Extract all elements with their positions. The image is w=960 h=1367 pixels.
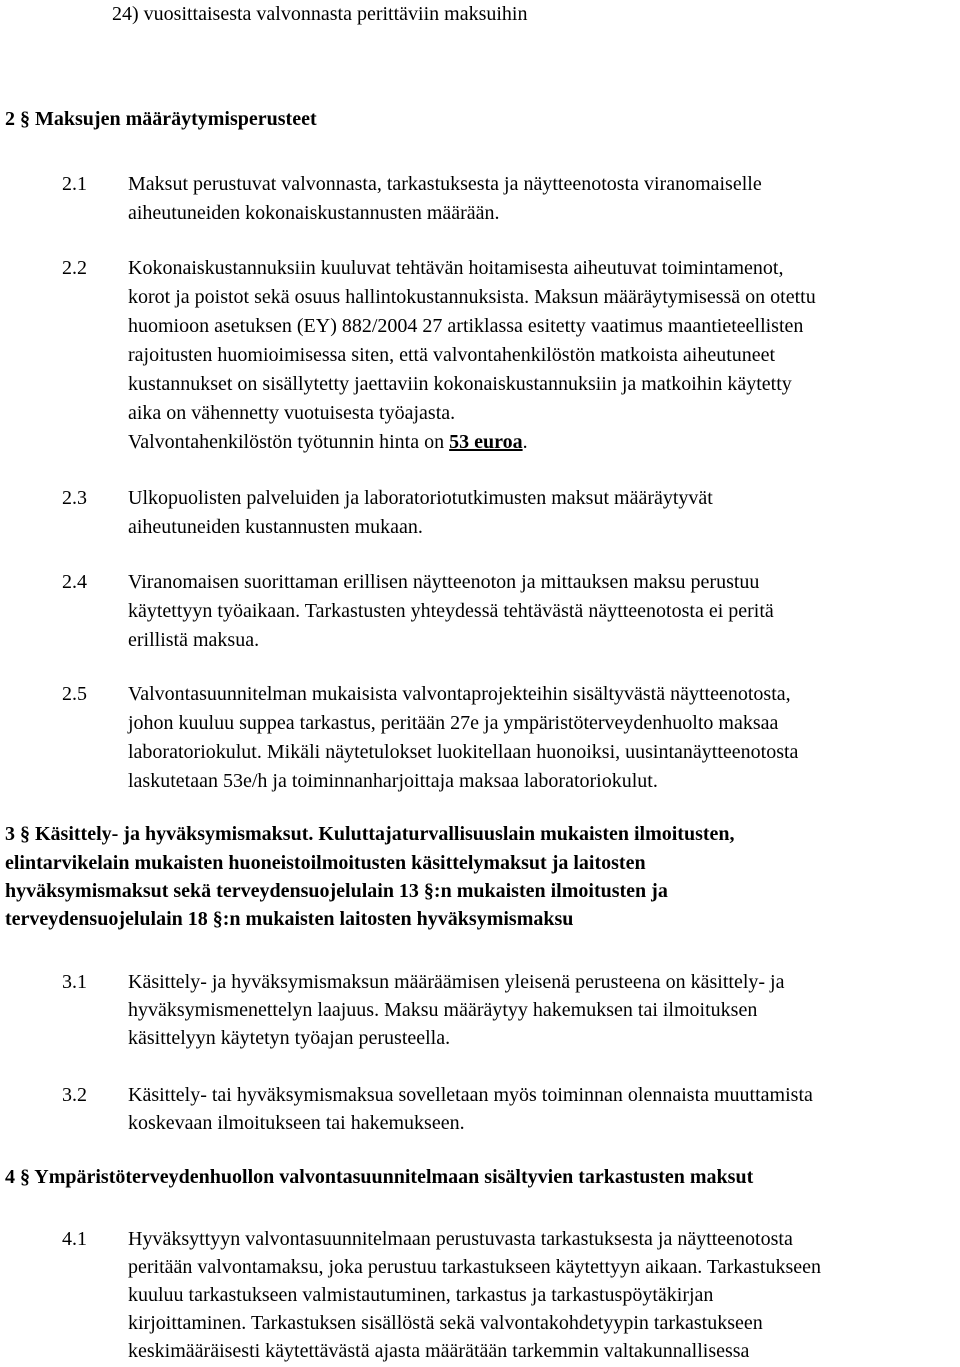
hourly-price-line xyxy=(128,428,528,457)
item-2-2-line: kustannukset on sisällytetty jaettaviin kokonaiskustannuksiin ja matkoihin käytetty xyxy=(128,373,792,395)
section-3-heading-line: elintarvikelain mukaisten huoneistoilmoitusten käsittelymaksut ja laitosten xyxy=(5,852,646,874)
item-4-1-line: keskimääräisesti käytettävästä ajasta määrätään tarkemmin valtakunnallisessa xyxy=(128,1340,750,1362)
hourly-price-suffix: . xyxy=(522,431,528,453)
item-2-5-line: laboratoriokulut. Mikäli näytetulokset luokitellaan huonoiksi, uusintanäytteenotosta xyxy=(128,741,799,763)
item-number: 2.5 xyxy=(62,683,87,705)
section-3-heading-line: terveydensuojelulain 18 §:n mukaisten laitosten hyväksymismaksu xyxy=(5,908,574,930)
section-3-heading-line: 3 § Käsittely- ja hyväksymismaksut. Kuluttajaturvallisuuslain mukaisten ilmoitusten, xyxy=(5,823,735,845)
item-4-1-line: kirjoittaminen. Tarkastuksen sisällöstä sekä valvontakohdetyypin tarkastukseen xyxy=(128,1312,763,1334)
item-2-2-line: Kokonaiskustannuksiin kuuluvat tehtävän hoitamisesta aiheutuvat toimintamenot, xyxy=(128,257,784,279)
item-2-4-line: erillistä maksua. xyxy=(128,629,260,651)
item-2-5-line: Valvontasuunnitelman mukaisista valvontaprojekteihin sisältyvästä näytteenotosta, xyxy=(128,683,791,705)
item-2-2-line: aika on vähennetty vuotuisesta työajasta. xyxy=(128,402,456,424)
item-3-2-line: koskevaan ilmoitukseen tai hakemukseen. xyxy=(128,1112,465,1134)
item-4-1-line: Hyväksyttyyn valvontasuunnitelmaan perustuvasta tarkastuksesta ja näytteenotosta xyxy=(128,1228,793,1250)
item-2-2-line: korot ja poistot sekä osuus hallintokustannuksista. Maksun määräytymisessä on otettu xyxy=(128,286,816,308)
item-3-2-line: Käsittely- tai hyväksymismaksua sovelletaan myös toiminnan olennaista muuttamista xyxy=(128,1084,813,1106)
hourly-price-prefix: Valvontahenkilöstön työtunnin hinta on xyxy=(128,431,450,453)
section-3-heading-line: hyväksymismaksut sekä terveydensuojelulain 13 §:n mukaisten ilmoitusten ja xyxy=(5,880,668,902)
item-2-3-line: aiheutuneiden kustannusten mukaan. xyxy=(128,516,423,538)
item-number: 2.4 xyxy=(62,571,87,593)
hourly-price-value: 53 euroa xyxy=(449,431,523,453)
intro-list-item: 24) vuosittaisesta valvonnasta perittäviin maksuihin xyxy=(112,3,528,25)
item-3-1-line: hyväksymismenettelyn laajuus. Maksu määräytyy hakemuksen tai ilmoituksen xyxy=(128,999,758,1021)
item-4-1-line: peritään valvontamaksu, joka perustuu tarkastukseen käytettyyn aikaan. Tarkastukseen xyxy=(128,1256,822,1278)
item-2-3-line: Ulkopuolisten palveluiden ja laboratoriotutkimusten maksut määräytyvät xyxy=(128,487,713,509)
item-number: 3.2 xyxy=(62,1084,87,1106)
item-2-2-line: rajoitusten huomioimisessa siten, että valvontahenkilöstön matkoista aiheutuneet xyxy=(128,344,776,366)
section-4-heading: 4 § Ympäristöterveydenhuollon valvontasuunnitelmaan sisältyvien tarkastusten maksut xyxy=(5,1166,754,1188)
item-2-2-line: huomioon asetuksen (EY) 882/2004 27 artiklassa esitetty vaatimus maantieteellisten xyxy=(128,315,804,337)
item-number: 2.2 xyxy=(62,257,87,279)
item-3-1-line: Käsittely- ja hyväksymismaksun määräämisen yleisenä perusteena on käsittely- ja xyxy=(128,971,785,993)
item-number: 4.1 xyxy=(62,1228,87,1250)
item-4-1-line: kuuluu tarkastukseen valmistautuminen, tarkastus ja tarkastuspöytäkirjan xyxy=(128,1284,714,1306)
item-3-1-line: käsittelyyn käytetyn työajan perusteella. xyxy=(128,1027,451,1049)
section-2-heading: 2 § Maksujen määräytymisperusteet xyxy=(5,108,317,130)
item-2-1-line: aiheutuneiden kokonaiskustannusten määrään. xyxy=(128,202,500,224)
item-2-1-line: Maksut perustuvat valvonnasta, tarkastuksesta ja näytteenotosta viranomaiselle xyxy=(128,173,762,195)
item-number: 2.3 xyxy=(62,487,87,509)
item-2-4-line: Viranomaisen suorittaman erillisen näytteenoton ja mittauksen maksu perustuu xyxy=(128,571,760,593)
item-number: 2.1 xyxy=(62,173,87,195)
item-2-5-line: johon kuuluu suppea tarkastus, peritään 27e ja ympäristöterveydenhuolto maksaa xyxy=(128,712,779,734)
item-number: 3.1 xyxy=(62,971,87,993)
item-2-4-line: käytettyyn työaikaan. Tarkastusten yhteydessä tehtävästä näytteenotosta ei peritä xyxy=(128,600,774,622)
item-2-5-line: laskutetaan 53e/h ja toiminnanharjoittaja maksaa laboratoriokulut. xyxy=(128,770,658,792)
